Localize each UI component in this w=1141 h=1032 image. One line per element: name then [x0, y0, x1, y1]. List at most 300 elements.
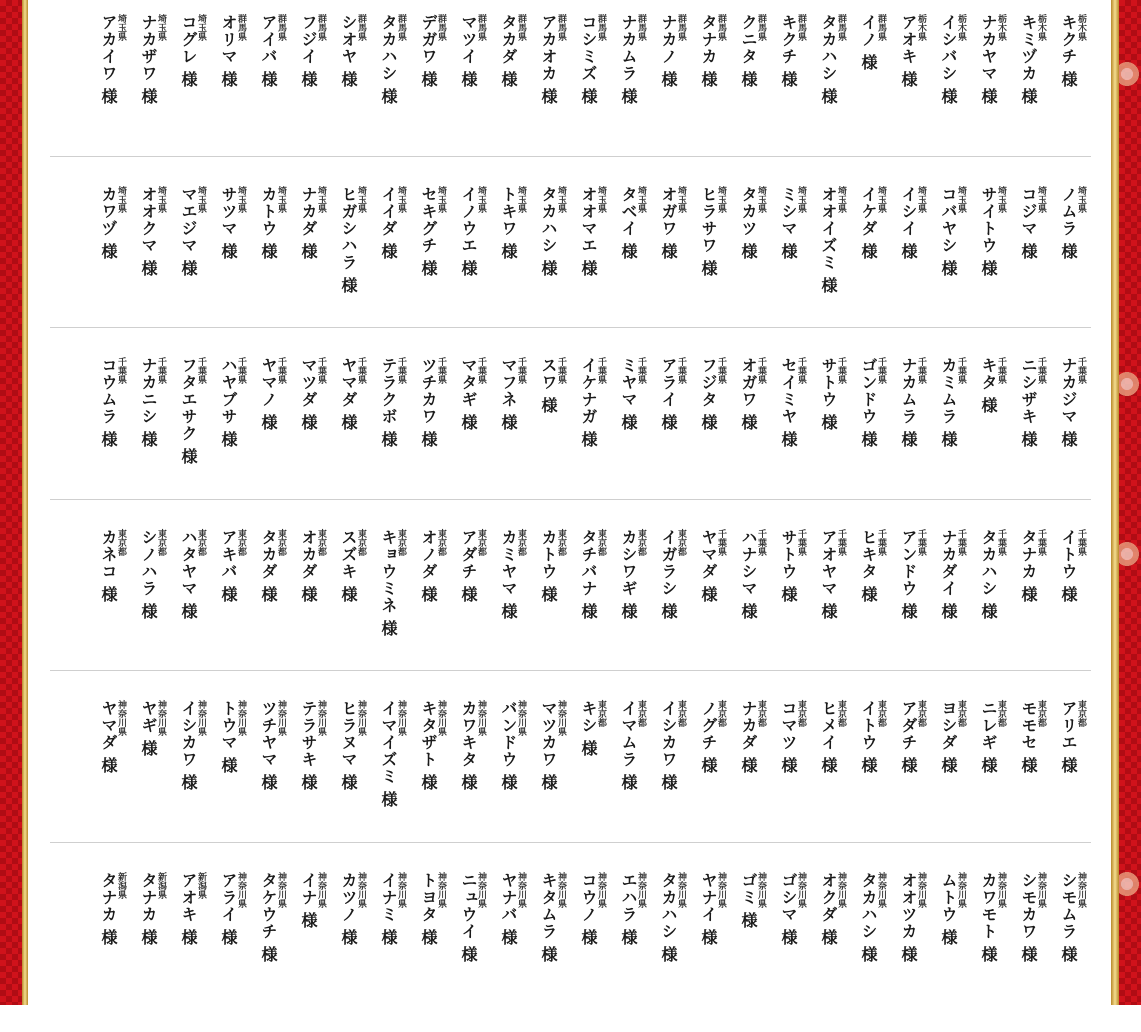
prefecture-label: 千葉県	[516, 357, 526, 384]
name-entry	[1020, 14, 1048, 174]
name-entry	[500, 14, 528, 174]
prefecture-label: 東京都	[1036, 700, 1046, 727]
name-entry	[700, 872, 728, 1032]
person-name: ヤナバ様	[499, 872, 518, 946]
person-name: イシイ様	[899, 186, 918, 260]
prefecture-label: 栃木県	[1036, 14, 1046, 41]
honorific-label: 様	[619, 243, 638, 260]
name-entry	[660, 14, 688, 174]
prefecture-label: 東京都	[356, 529, 366, 556]
person-name: アオキ様	[179, 872, 198, 946]
prefecture-label: 東京都	[556, 529, 566, 556]
honorific-label: 様	[219, 929, 238, 946]
honorific-label: 様	[299, 71, 318, 88]
prefecture-label: 神奈川県	[436, 872, 446, 908]
honorific-label: 様	[1019, 757, 1038, 774]
prefecture-label: 埼玉県	[276, 186, 286, 213]
name-entry	[780, 529, 808, 689]
person-name: シノハラ様	[139, 529, 158, 620]
honorific-label: 様	[99, 929, 118, 946]
name-entry	[140, 186, 168, 346]
honorific-label: 様	[259, 414, 278, 431]
prefecture-label: 神奈川県	[796, 872, 806, 908]
name-entry	[380, 700, 408, 860]
name-entry	[540, 14, 568, 174]
honorific-label: 様	[939, 88, 958, 105]
prefecture-label: 群馬県	[596, 14, 606, 41]
honorific-label: 様	[1019, 431, 1038, 448]
honorific-label: 様	[459, 774, 478, 791]
prefecture-label: 群馬県	[396, 14, 406, 41]
honorific-label: 様	[259, 586, 278, 603]
honorific-label: 様	[819, 757, 838, 774]
prefecture-label: 東京都	[756, 700, 766, 727]
person-name: イシカワ様	[179, 700, 198, 791]
honorific-label: 様	[499, 414, 518, 431]
name-entry	[220, 14, 248, 174]
name-entry	[420, 872, 448, 1032]
name-entry	[820, 529, 848, 689]
honorific-label: 様	[859, 54, 878, 71]
person-name: ニシザキ様	[1019, 357, 1038, 448]
person-name: コウノ様	[579, 872, 598, 946]
name-entry	[500, 872, 528, 1032]
name-entry	[300, 14, 328, 174]
honorific-label: 様	[579, 603, 598, 620]
prefecture-label: 千葉県	[556, 357, 566, 384]
name-entry	[540, 186, 568, 346]
name-entry	[100, 529, 128, 689]
prefecture-label: 千葉県	[236, 357, 246, 384]
name-entry	[340, 529, 368, 689]
name-entry	[140, 700, 168, 860]
name-entry	[860, 529, 888, 689]
prefecture-label: 埼玉県	[916, 186, 926, 213]
prefecture-label: 千葉県	[196, 357, 206, 384]
person-name: ゴシマ様	[779, 872, 798, 946]
honorific-label: 様	[459, 71, 478, 88]
person-name: ヨシダ様	[939, 700, 958, 774]
person-name: ナカダ様	[739, 700, 758, 774]
person-name: トウマ様	[219, 700, 238, 774]
prefecture-label: 神奈川県	[1036, 872, 1046, 908]
right-gold-trim	[1111, 0, 1119, 1005]
honorific-label: 様	[259, 774, 278, 791]
person-name: ヤマダ様	[99, 700, 118, 774]
honorific-label: 様	[579, 431, 598, 448]
honorific-label: 様	[419, 774, 438, 791]
name-entry	[860, 700, 888, 860]
prefecture-label: 千葉県	[956, 529, 966, 556]
person-name: テラクボ様	[379, 357, 398, 448]
honorific-label: 様	[539, 397, 558, 414]
name-entry	[300, 186, 328, 346]
person-name: ヤマダ様	[339, 357, 358, 431]
prefecture-label: 千葉県	[1076, 357, 1086, 384]
person-name: クニタ様	[739, 14, 758, 88]
person-name: ナカノ様	[659, 14, 678, 88]
person-name: オノダ様	[419, 529, 438, 603]
person-name: タカハシ様	[859, 872, 878, 963]
honorific-label: 様	[339, 277, 358, 294]
person-name: マツダ様	[299, 357, 318, 431]
honorific-label: 様	[619, 603, 638, 620]
person-name: イノウエ様	[459, 186, 478, 277]
name-entry	[460, 186, 488, 346]
honorific-label: 様	[1019, 946, 1038, 963]
person-name: タカハシ様	[539, 186, 558, 277]
name-entry	[340, 357, 368, 517]
person-name: アオヤマ様	[819, 529, 838, 620]
name-entry	[940, 357, 968, 517]
person-name: キミヅカ様	[1019, 14, 1038, 105]
prefecture-label: 神奈川県	[516, 700, 526, 736]
name-entry	[980, 872, 1008, 1032]
honorific-label: 様	[979, 88, 998, 105]
name-entry	[500, 357, 528, 517]
name-entry	[580, 529, 608, 689]
name-entry	[540, 700, 568, 860]
person-name: アカオカ様	[539, 14, 558, 105]
person-name: イケナガ様	[579, 357, 598, 448]
name-entry	[260, 872, 288, 1032]
name-entry	[700, 529, 728, 689]
name-entry	[380, 529, 408, 689]
person-name: ニレギ様	[979, 700, 998, 774]
prefecture-label: 東京都	[676, 529, 686, 556]
person-name: タチバナ様	[579, 529, 598, 620]
name-entry	[780, 14, 808, 174]
person-name: タカハシ様	[659, 872, 678, 963]
honorific-label: 様	[259, 243, 278, 260]
person-name: オオマエ様	[579, 186, 598, 277]
person-name: フタエサク様	[179, 357, 198, 465]
person-name: バンドウ様	[499, 700, 518, 791]
name-entry	[300, 872, 328, 1032]
honorific-label: 様	[259, 946, 278, 963]
prefecture-label: 埼玉県	[436, 186, 446, 213]
person-name: ゴンドウ様	[859, 357, 878, 448]
person-name: タナカ様	[139, 872, 158, 946]
name-entry	[660, 700, 688, 860]
honorific-label: 様	[1019, 243, 1038, 260]
prefecture-label: 千葉県	[796, 357, 806, 384]
prefecture-label: 東京都	[596, 529, 606, 556]
prefecture-label: 埼玉県	[116, 186, 126, 213]
prefecture-label: 千葉県	[356, 357, 366, 384]
person-name: イマムラ様	[619, 700, 638, 791]
honorific-label: 様	[139, 929, 158, 946]
person-name: ノムラ様	[1059, 186, 1078, 260]
honorific-label: 様	[779, 757, 798, 774]
person-name: ヒラサワ様	[699, 186, 718, 277]
name-entry	[940, 186, 968, 346]
honorific-label: 様	[99, 243, 118, 260]
prefecture-label: 東京都	[836, 700, 846, 727]
honorific-label: 様	[219, 71, 238, 88]
person-name: ヤマノ様	[259, 357, 278, 431]
person-name: オガワ様	[739, 357, 758, 431]
prefecture-label: 新潟県	[156, 872, 166, 899]
prefecture-label: 栃木県	[956, 14, 966, 41]
prefecture-label: 東京都	[316, 529, 326, 556]
name-entry	[620, 357, 648, 517]
person-name: ナカムラ様	[619, 14, 638, 105]
person-name: ミシマ様	[779, 186, 798, 260]
person-name: コグレ様	[179, 14, 198, 88]
name-entry	[1060, 872, 1088, 1032]
person-name: アダチ様	[459, 529, 478, 603]
prefecture-label: 埼玉県	[556, 186, 566, 213]
name-entry	[580, 357, 608, 517]
name-entry	[1060, 700, 1088, 860]
honorific-label: 様	[179, 603, 198, 620]
person-name: ナカニシ様	[139, 357, 158, 448]
person-name: フジイ様	[299, 14, 318, 88]
name-entry	[460, 357, 488, 517]
honorific-label: 様	[99, 431, 118, 448]
prefecture-label: 千葉県	[836, 357, 846, 384]
prefecture-label: 東京都	[196, 529, 206, 556]
person-name: タカハシ様	[819, 14, 838, 105]
prefecture-label: 神奈川県	[276, 872, 286, 908]
honorific-label: 様	[899, 243, 918, 260]
person-name: ヒガシハラ様	[339, 186, 358, 294]
prefecture-label: 千葉県	[876, 529, 886, 556]
prefecture-label: 埼玉県	[156, 14, 166, 41]
prefecture-label: 埼玉県	[676, 186, 686, 213]
name-entry	[860, 357, 888, 517]
name-entry	[260, 357, 288, 517]
person-name: テラサキ様	[299, 700, 318, 791]
person-name: カシワギ様	[619, 529, 638, 620]
name-entry	[1020, 872, 1048, 1032]
honorific-label: 様	[299, 243, 318, 260]
name-entry	[860, 14, 888, 174]
honorific-label: 様	[499, 929, 518, 946]
person-name: イイダ様	[379, 186, 398, 260]
person-name: カワキタ様	[459, 700, 478, 791]
name-entry	[220, 700, 248, 860]
person-name: ナカヤマ様	[979, 14, 998, 105]
honorific-label: 様	[299, 586, 318, 603]
name-entry	[140, 357, 168, 517]
name-entry	[300, 700, 328, 860]
prefecture-label: 千葉県	[636, 357, 646, 384]
person-name: セキグチ様	[419, 186, 438, 277]
honorific-label: 様	[739, 71, 758, 88]
person-name: アオキ様	[899, 14, 918, 88]
person-name: タカハシ様	[979, 529, 998, 620]
prefecture-label: 千葉県	[916, 357, 926, 384]
person-name: タナカ様	[699, 14, 718, 88]
honorific-label: 様	[219, 586, 238, 603]
honorific-label: 様	[699, 929, 718, 946]
prefecture-label: 栃木県	[996, 14, 1006, 41]
prefecture-label: 東京都	[996, 700, 1006, 727]
person-name: イガラシ様	[659, 529, 678, 620]
name-entry	[740, 357, 768, 517]
honorific-label: 様	[739, 603, 758, 620]
honorific-label: 様	[379, 243, 398, 260]
name-entry	[420, 186, 448, 346]
person-name: カミヤマ様	[499, 529, 518, 620]
name-entry	[340, 186, 368, 346]
prefecture-label: 千葉県	[316, 357, 326, 384]
person-name: キタムラ様	[539, 872, 558, 963]
name-entry	[700, 14, 728, 174]
person-name: カツノ様	[339, 872, 358, 946]
honorific-label: 様	[299, 912, 318, 929]
prefecture-label: 神奈川県	[756, 872, 766, 908]
name-entry	[940, 872, 968, 1032]
name-entry	[460, 700, 488, 860]
person-name: タベイ様	[619, 186, 638, 260]
person-name: キクチ様	[779, 14, 798, 88]
name-entry	[540, 357, 568, 517]
honorific-label: 様	[99, 757, 118, 774]
name-entry	[500, 529, 528, 689]
person-name: フジタ様	[699, 357, 718, 431]
name-entry	[100, 700, 128, 860]
honorific-label: 様	[939, 260, 958, 277]
person-name: サトウ様	[779, 529, 798, 603]
name-entry	[940, 529, 968, 689]
honorific-label: 様	[979, 757, 998, 774]
name-entry	[300, 529, 328, 689]
prefecture-label: 千葉県	[756, 529, 766, 556]
left-gold-trim	[22, 0, 28, 1005]
honorific-label: 様	[739, 757, 758, 774]
name-entry	[780, 700, 808, 860]
prefecture-label: 千葉県	[396, 357, 406, 384]
honorific-label: 様	[659, 414, 678, 431]
prefecture-label: 埼玉県	[996, 186, 1006, 213]
person-name: カワモト様	[979, 872, 998, 963]
name-entry	[420, 700, 448, 860]
honorific-label: 様	[179, 774, 198, 791]
name-entry	[1020, 529, 1048, 689]
prefecture-label: 埼玉県	[876, 186, 886, 213]
person-name: タカハシ様	[379, 14, 398, 105]
prefecture-label: 埼玉県	[1036, 186, 1046, 213]
honorific-label: 様	[579, 929, 598, 946]
prefecture-label: 埼玉県	[116, 14, 126, 41]
name-entry	[860, 872, 888, 1032]
name-entry	[740, 14, 768, 174]
honorific-label: 様	[939, 603, 958, 620]
prefecture-label: 東京都	[956, 700, 966, 727]
person-name: オクダ様	[819, 872, 838, 946]
honorific-label: 様	[819, 929, 838, 946]
name-entry	[380, 872, 408, 1032]
prefecture-label: 千葉県	[1076, 529, 1086, 556]
person-name: アイバ様	[259, 14, 278, 88]
honorific-label: 様	[819, 414, 838, 431]
person-name: カミムラ様	[939, 357, 958, 448]
name-entry	[660, 529, 688, 689]
prefecture-label: 埼玉県	[396, 186, 406, 213]
person-name: アダチ様	[899, 700, 918, 774]
honorific-label: 様	[1059, 757, 1078, 774]
person-name: キョウミネ様	[379, 529, 398, 637]
name-entry	[820, 186, 848, 346]
honorific-label: 様	[139, 603, 158, 620]
name-entry	[420, 529, 448, 689]
name-entry	[660, 186, 688, 346]
honorific-label: 様	[419, 71, 438, 88]
honorific-label: 様	[899, 603, 918, 620]
person-name: スワ様	[539, 357, 558, 414]
name-entry	[140, 872, 168, 1032]
prefecture-label: 東京都	[156, 529, 166, 556]
person-name: ナカダイ様	[939, 529, 958, 620]
name-entry	[980, 186, 1008, 346]
honorific-label: 様	[739, 243, 758, 260]
prefecture-label: 新潟県	[196, 872, 206, 899]
name-entry	[540, 529, 568, 689]
name-entry	[820, 357, 848, 517]
person-name: イナミ様	[379, 872, 398, 946]
person-name: タケウチ様	[259, 872, 278, 963]
name-entry	[1060, 14, 1088, 174]
honorific-label: 様	[579, 740, 598, 757]
honorific-label: 様	[859, 586, 878, 603]
prefecture-label: 東京都	[796, 700, 806, 727]
person-name: オカダ様	[299, 529, 318, 603]
name-entry	[220, 357, 248, 517]
person-name: シオヤ様	[339, 14, 358, 88]
name-entry	[620, 700, 648, 860]
prefecture-label: 神奈川県	[1076, 872, 1086, 908]
prefecture-label: 東京都	[636, 700, 646, 727]
honorific-label: 様	[299, 774, 318, 791]
honorific-label: 様	[619, 929, 638, 946]
prefecture-label: 神奈川県	[716, 872, 726, 908]
honorific-label: 様	[1059, 431, 1078, 448]
name-entry	[540, 872, 568, 1032]
prefecture-label: 埼玉県	[476, 186, 486, 213]
honorific-label: 様	[659, 946, 678, 963]
prefecture-label: 東京都	[716, 700, 726, 727]
name-entry	[580, 872, 608, 1032]
prefecture-label: 埼玉県	[516, 186, 526, 213]
honorific-label: 様	[139, 88, 158, 105]
honorific-label: 様	[859, 757, 878, 774]
prefecture-label: 神奈川県	[476, 872, 486, 908]
name-entry	[460, 529, 488, 689]
person-name: タカダ様	[259, 529, 278, 603]
honorific-label: 様	[619, 774, 638, 791]
name-entry	[180, 700, 208, 860]
prefecture-label: 神奈川県	[676, 872, 686, 908]
honorific-label: 様	[139, 740, 158, 757]
person-name: スズキ様	[339, 529, 358, 603]
person-name: キクチ様	[1059, 14, 1078, 88]
honorific-label: 様	[419, 929, 438, 946]
person-name: キタ様	[979, 357, 998, 414]
person-name: タカツ様	[739, 186, 758, 260]
name-entry	[700, 186, 728, 346]
person-name: イシカワ様	[659, 700, 678, 791]
honorific-label: 様	[339, 71, 358, 88]
prefecture-label: 群馬県	[716, 14, 726, 41]
name-entry	[460, 14, 488, 174]
honorific-label: 様	[539, 946, 558, 963]
person-name: トキワ様	[499, 186, 518, 260]
person-name: カトウ様	[539, 529, 558, 603]
name-entry	[820, 872, 848, 1032]
